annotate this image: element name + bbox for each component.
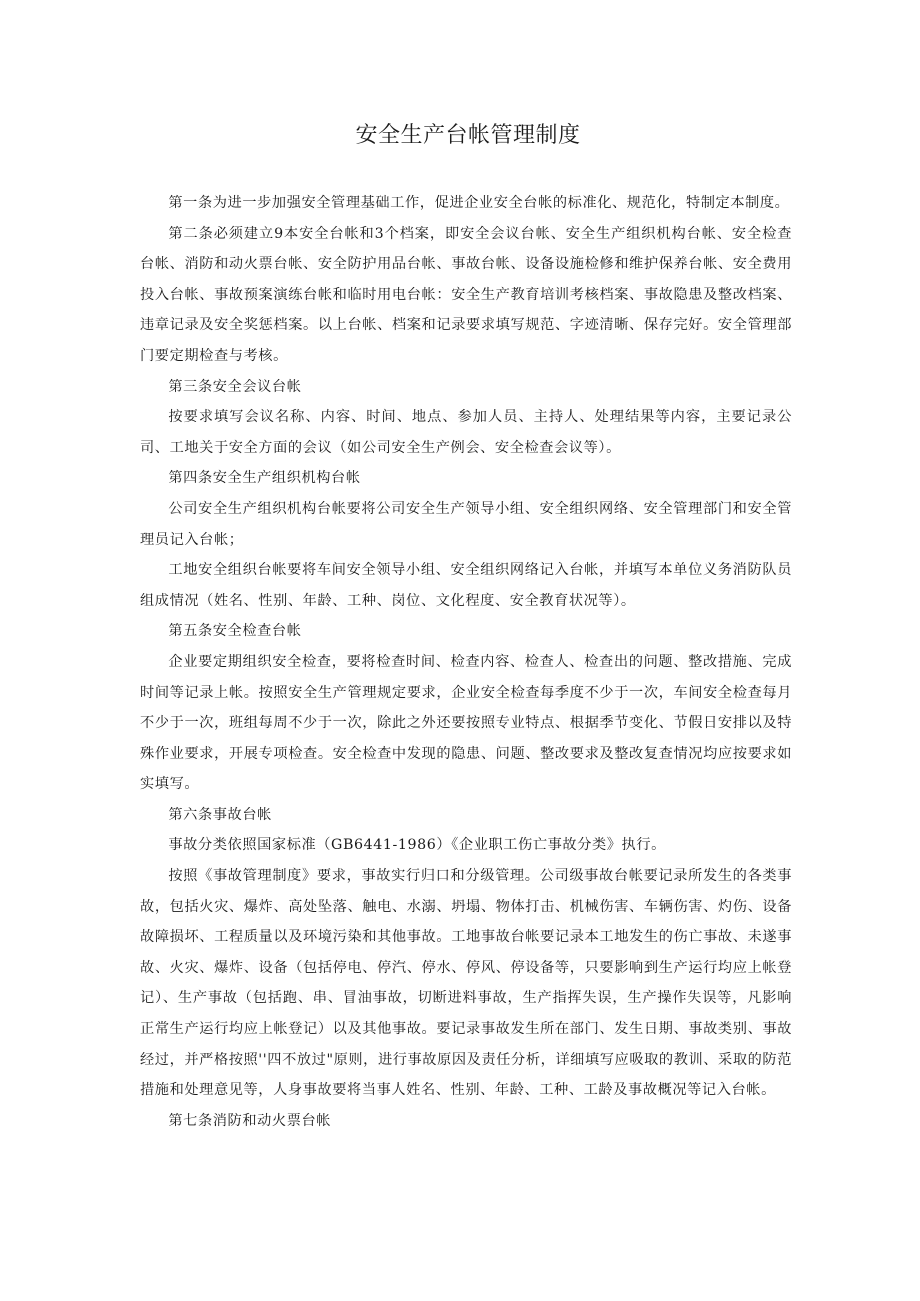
heading-article-3: 第三条安全会议台帐 (168, 378, 302, 395)
heading-article-5: 第五条安全检查台帐 (168, 623, 302, 640)
document-body (140, 188, 792, 1136)
paragraph-article-4-body-1: 公司安全生产组织机构台帐要将公司安全生产领导小组、安全组织网络、安全管理部门和安全管理员记入台帐； (140, 500, 792, 548)
paragraph-article-3-body: 按要求填写会议名称、内容、时间、地点、参加人员、主持人、处理结果等内容，主要记录公司、工地关于安全方面的会议（如公司安全生产例会、安全检查会议等）。 (140, 409, 792, 456)
heading-article-7: 第七条消防和动火票台帐 (168, 1112, 332, 1129)
paragraph-article-5-body: 企业要定期组织安全检查，要将检查时间、检查内容、检查人、检查出的问题、整改措施、完成时间等记录上帐。按照安全生产管理规定要求，企业安全检查每季度不少于一次，车间安全检查每月不少于一次，班组每周不少于一次，除此之外还要按照专业特点、根据季节变化、节假日安排以及特殊作业要求，开展专项检查。安全检查中发现的隐患、问题、整改要求及整改复查情况均应按要求如实填写。 (140, 653, 792, 793)
heading-article-6: 第六条事故台帐 (168, 806, 272, 823)
heading-article-4: 第四条安全生产组织机构台帐 (168, 470, 361, 487)
paragraph-article-6-body-2: 按照《事故管理制度》要求，事故实行归口和分级管理。公司级事故台帐要记录所发生的各类事故，包括火灾、爆炸、高处坠落、触电、水溺、坍塌、物体打击、机械伤害、车辆伤害、灼伤、设备故障损坏、工程质量以及环境污染和其他事故。工地事故台帐要记录本工地发生的伤亡事故、未遂事故、火灾、爆炸、设备（包括停电、停汽、停水、停风、停设备等，只要影响到生产运行均应上帐登记）、生产事故（包括跑、串、冒油事故，切断进料事故，生产指挥失误，生产操作失误等，凡影响正常生产运行均应上帐登记）以及其他事故。要记录事故发生所在部门、发生日期、事故类别、事故经过，并严格按照''四不放过"原则，进行事故原因及责任分析，详细填写应吸取的教训、采取的防范措施和处理意见等，人身事故要将当事人姓名、性别、年龄、工种、工龄及事故概况等记入台帐。 (140, 868, 792, 1099)
paragraph-article-6-body-1: 事故分类依照国家标准（GB6441-1986）《企业职工伤亡事故分类》执行。 (168, 837, 666, 854)
paragraph-article-4-body-2: 工地安全组织台帐要将车间安全领导小组、安全组织网络记入台帐，并填写本单位义务消防队员组成情况（姓名、性别、年龄、工种、岗位、文化程度、安全教育状况等）。 (140, 562, 792, 609)
paragraph-article-2: 第二条必须建立9本安全台帐和3个档案，即安全会议台帐、安全生产组织机构台帐、安全检查台帐、消防和动火票台帐、安全防护用品台帐、事故台帐、设备设施检修和维护保养台帐、安全费用投入台帐、事故预案演练台帐和临时用电台帐：安全生产教育培训考核档案、事故隐患及整改档案、违章记录及安全奖惩档案。以上台帐、档案和记录要求填写规范、字迹清晰、保存完好。安全管理部门要定期检查与考核。 (140, 225, 792, 364)
paragraph-article-1: 第一条为进一步加强安全管理基础工作，促进企业安全台帐的标准化、规范化，特制定本制度。 (168, 195, 790, 211)
document-title: 安全生产台帐管理制度 (355, 123, 581, 148)
